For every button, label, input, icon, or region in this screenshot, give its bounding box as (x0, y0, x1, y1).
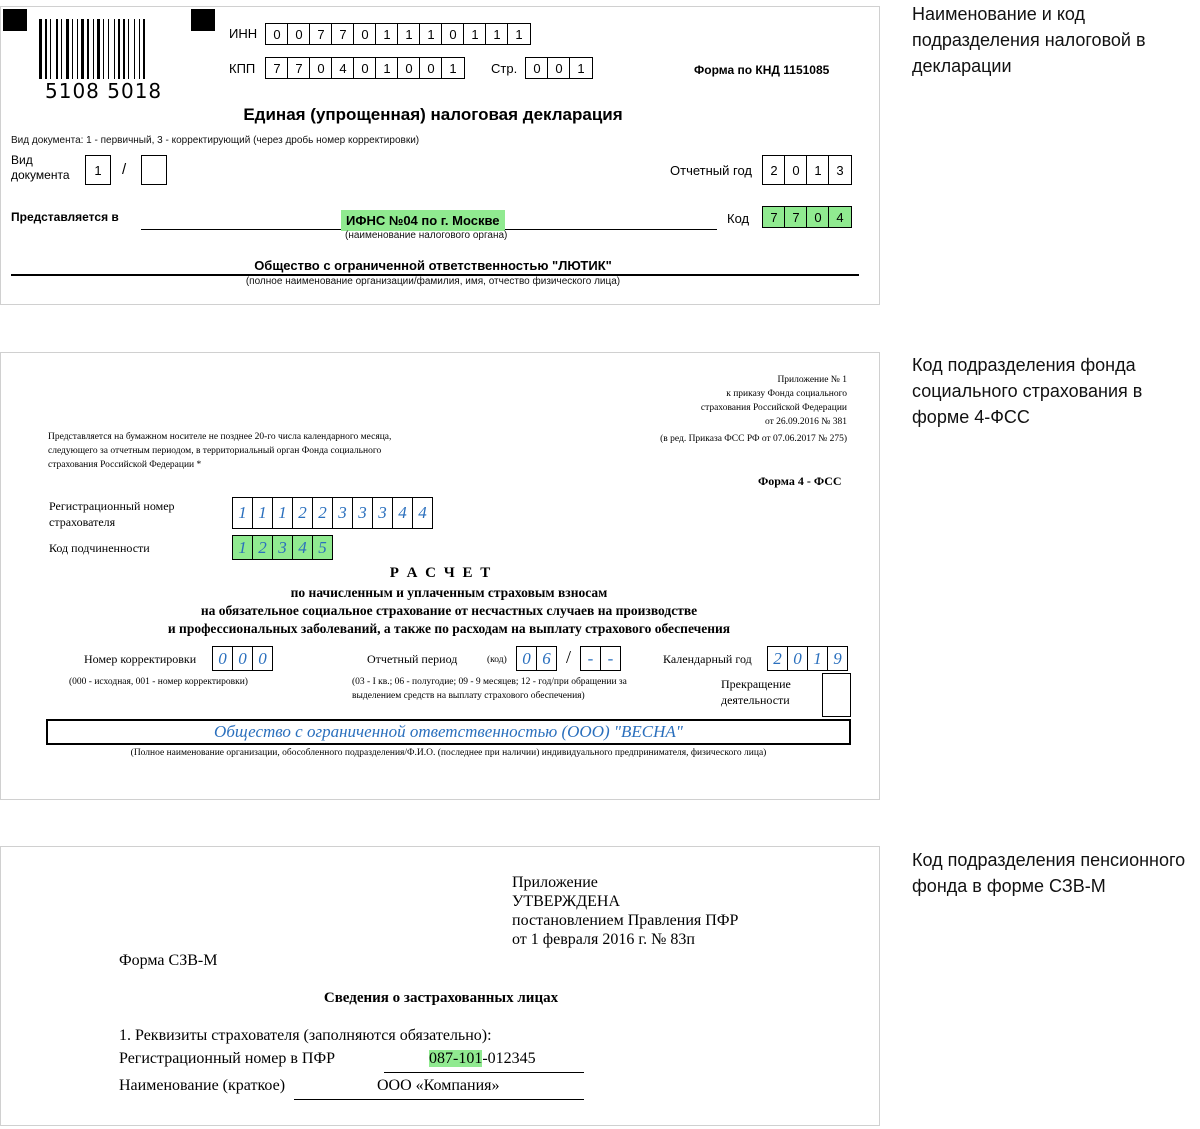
name-label: Наименование (краткое) (119, 1077, 286, 1094)
digit-cell: 1 (419, 23, 443, 45)
digit-cell: 1 (807, 646, 828, 671)
barcode-bar (61, 19, 62, 79)
stop-label-line: деятельности (721, 693, 790, 707)
year-cells (762, 155, 851, 185)
doc-type-slash: / (122, 161, 127, 178)
form-name: Форма СЗВ-М (119, 952, 218, 969)
submitted-label: Представляется в (11, 210, 119, 224)
doc-type-cell: 1 (85, 155, 111, 185)
appendix-line: Приложение (512, 874, 598, 891)
barcode-bar (56, 19, 58, 79)
digit-cell: 0 (265, 23, 289, 45)
digit-cell: 0 (252, 646, 273, 671)
page-cells (525, 57, 592, 79)
barcode-bar (93, 19, 94, 79)
raschet-title: Р А С Ч Е Т (389, 565, 493, 581)
digit-cell: 0 (419, 57, 443, 79)
szv-title: Сведения о застрахованных лицах (323, 990, 559, 1006)
org-name: Общество с ограниченной ответственностью (ООО) "ВЕСНА" (214, 722, 683, 741)
barcode-bar (66, 19, 69, 79)
submit-note-line: страхования Российской Федерации * (48, 460, 202, 470)
barcode-bar (45, 19, 47, 79)
corr-label: Номер корректировки (84, 652, 197, 666)
digit-cell: 1 (232, 535, 253, 560)
sub-label: Код подчиненности (49, 541, 150, 555)
submit-note-line: следующего за отчетным периодом, в территориальный орган Фонда социального (48, 446, 382, 456)
digit-cell: 1 (569, 57, 593, 79)
digit-cell: 0 (287, 23, 311, 45)
barcode-bar (139, 19, 140, 79)
period-extra-cells (580, 646, 621, 671)
digit-cell: 0 (353, 23, 377, 45)
barcode-bar (97, 19, 100, 79)
appendix-line: к приказу Фонда социального (726, 389, 847, 399)
digit-cell: 0 (397, 57, 421, 79)
fss-form-panel (0, 352, 880, 800)
digit-cell: 2 (767, 646, 788, 671)
barcode-bar (118, 19, 120, 79)
barcode-bar (103, 19, 104, 79)
digit-cell: 7 (331, 23, 355, 45)
appendix-block (512, 873, 738, 949)
digit-cell: 9 (827, 646, 848, 671)
subtitle-line: и профессиональных заболеваний, а также по расходам на выплату страхового обеспечения (167, 621, 731, 636)
digit-cell: 1 (507, 23, 531, 45)
code-label: Код (727, 211, 750, 226)
doc-type-label: Вид документа (11, 153, 70, 182)
inn-label: ИНН (229, 26, 258, 41)
digit-cell: - (600, 646, 621, 671)
digit-cell: 1 (441, 57, 465, 79)
revision-note: (в ред. Приказа ФСС РФ от 07.06.2017 № 275) (660, 434, 847, 444)
digit-cell: 4 (331, 57, 355, 79)
digit-cell: 1 (463, 23, 487, 45)
corr-note: (000 - исходная, 001 - номер корректировки) (69, 677, 248, 687)
digit-cell: 4 (412, 497, 433, 529)
corner-marker-left (3, 9, 27, 31)
digit-cell: 7 (287, 57, 311, 79)
reg-label: Регистрационный номер в ПФР (119, 1050, 335, 1067)
reg-highlight: 087-101 (429, 1050, 483, 1067)
reg-label-line: страхователя (49, 515, 116, 529)
barcode-bar (123, 19, 125, 79)
year-label: Отчетный год (670, 163, 752, 178)
digit-cell: 0 (806, 206, 830, 228)
barcode-icon (39, 19, 169, 81)
appendix-line: от 1 февраля 2016 г. № 83п (512, 931, 695, 948)
org-caption: (Полное наименование организации, обособленного подразделения/Ф.И.О. (последнее при наличии) индивидуального предпринимателя, физического лица) (130, 748, 767, 758)
barcode-bar (39, 19, 42, 79)
appendix-line: страхования Российской Федерации (700, 403, 847, 413)
reg-label-line: Регистрационный номер (49, 499, 175, 513)
digit-cell: 3 (372, 497, 393, 529)
digit-cell: 0 (516, 646, 537, 671)
tax-office-value: ИФНС №04 по г. Москве (341, 210, 505, 231)
digit-cell: 5 (312, 535, 333, 560)
digit-cell: 1 (485, 23, 509, 45)
digit-cell: 0 (212, 646, 233, 671)
stop-label (721, 676, 791, 708)
barcode-bar (108, 19, 109, 79)
reg-value (429, 1050, 536, 1068)
digit-cell: 0 (232, 646, 253, 671)
digit-cell: 0 (309, 57, 333, 79)
caption-tax: Наименование и код подразделения налоговой в декларации (912, 4, 1146, 76)
digit-cell: 0 (547, 57, 571, 79)
digit-cell: 7 (784, 206, 808, 228)
reg-cells (232, 497, 433, 529)
raschet-subtitle (1, 584, 880, 638)
barcode-bar (143, 19, 145, 79)
digit-cell: 7 (309, 23, 333, 45)
submit-note-line: Представляется на бумажном носителе не позднее 20-го числа календарного месяца, (48, 432, 392, 442)
corner-marker-right (191, 9, 215, 31)
digit-cell: 0 (784, 155, 808, 185)
digit-cell: 4 (292, 535, 313, 560)
code-cells (762, 206, 851, 228)
digit-cell: 7 (762, 206, 786, 228)
caption-fss: Код подразделения фонда социального страхования в форме 4-ФСС (912, 355, 1143, 427)
appendix-line: постановлением Правления ПФР (512, 912, 739, 929)
digit-cell: 2 (252, 535, 273, 560)
digit-cell: 3 (332, 497, 353, 529)
reg-line (384, 1072, 584, 1073)
barcode-bar (77, 19, 78, 79)
sub-cells (232, 535, 333, 560)
subtitle-line: по начисленным и уплаченным страховым взносам (290, 585, 608, 600)
digit-cell: 1 (375, 57, 399, 79)
cal-year-label: Календарный год (663, 652, 752, 666)
digit-cell: 7 (265, 57, 289, 79)
doc-type-note: Вид документа: 1 - первичный, 3 - корректирующий (через дробь номер корректировки) (11, 135, 420, 146)
barcode-bar (114, 19, 115, 79)
period-note (352, 675, 627, 703)
org-name: Общество с ограниченной ответственностью "ЛЮТИК" (254, 258, 612, 273)
barcode-number: 5108 5018 (45, 79, 163, 103)
kpp-label: КПП (229, 61, 256, 76)
digit-cell: 0 (787, 646, 808, 671)
digit-cell: 0 (353, 57, 377, 79)
digit-cell: 6 (536, 646, 557, 671)
stop-cell (822, 673, 851, 717)
doc-type-corr-cell (141, 155, 167, 185)
reg-rest: -012345 (482, 1050, 536, 1067)
szv-m-panel (0, 846, 880, 1126)
subtitle-line: на обязательное социальное страхование от несчастных случаев на производстве (200, 603, 698, 618)
period-cells (516, 646, 557, 671)
digit-cell: 2 (762, 155, 786, 185)
caption-pfr: Код подразделения пенсионного фонда в форме СЗВ-М (912, 850, 1186, 896)
stop-label-line: Прекращение (721, 677, 791, 691)
form-name: Форма 4 - ФСС (758, 474, 842, 488)
digit-cell: 1 (806, 155, 830, 185)
name-line (294, 1099, 584, 1100)
kpp-cells (265, 57, 464, 79)
declaration-title: Единая (упрощенная) налоговая декларация (243, 105, 623, 124)
appendix-line: от 26.09.2016 № 381 (765, 417, 847, 427)
digit-cell: 0 (525, 57, 549, 79)
digit-cell: 1 (232, 497, 253, 529)
period-code-label: (код) (487, 655, 507, 665)
appendix-block (660, 373, 847, 446)
digit-cell: 2 (312, 497, 333, 529)
digit-cell: 4 (828, 206, 852, 228)
digit-cell: 1 (272, 497, 293, 529)
digit-cell: - (580, 646, 601, 671)
section-heading: 1. Реквизиты страхователя (заполняются обязательно): (119, 1027, 492, 1044)
digit-cell: 1 (397, 23, 421, 45)
tax-declaration-panel (0, 6, 880, 305)
org-caption: (полное наименование организации/фамилия, имя, отчество физического лица) (245, 276, 621, 287)
name-value: ООО «Компания» (377, 1077, 500, 1094)
form-code: Форма по КНД 1151085 (694, 63, 830, 77)
digit-cell: 3 (352, 497, 373, 529)
barcode-bar (128, 19, 129, 79)
digit-cell: 1 (252, 497, 273, 529)
cal-year-cells (767, 646, 848, 671)
barcode-bar (50, 19, 51, 79)
corr-cells (212, 646, 273, 671)
reg-label (49, 498, 175, 530)
digit-cell: 4 (392, 497, 413, 529)
inn-cells (265, 23, 530, 45)
tax-office-caption: (наименование налогового органа) (345, 230, 508, 241)
digit-cell: 1 (375, 23, 399, 45)
period-note-line: (03 - I кв.; 06 - полугодие; 09 - 9 месяцев; 12 - год/при обращении за (352, 677, 627, 687)
barcode-bar (134, 19, 135, 79)
digit-cell: 3 (272, 535, 293, 560)
submit-note (48, 430, 391, 472)
digit-cell: 2 (292, 497, 313, 529)
appendix-line: УТВЕРЖДЕНА (512, 893, 621, 910)
digit-cell: 0 (441, 23, 465, 45)
barcode-bar (81, 19, 84, 79)
period-note-line: выделением средств на выплату страхового обеспечения) (352, 691, 585, 701)
digit-cell: 3 (828, 155, 852, 185)
period-slash: / (566, 647, 572, 667)
appendix-line: Приложение № 1 (777, 375, 847, 385)
page-label: Стр. (491, 61, 518, 76)
barcode-bar (87, 19, 89, 79)
period-label: Отчетный период (367, 652, 458, 666)
barcode-bar (72, 19, 73, 79)
